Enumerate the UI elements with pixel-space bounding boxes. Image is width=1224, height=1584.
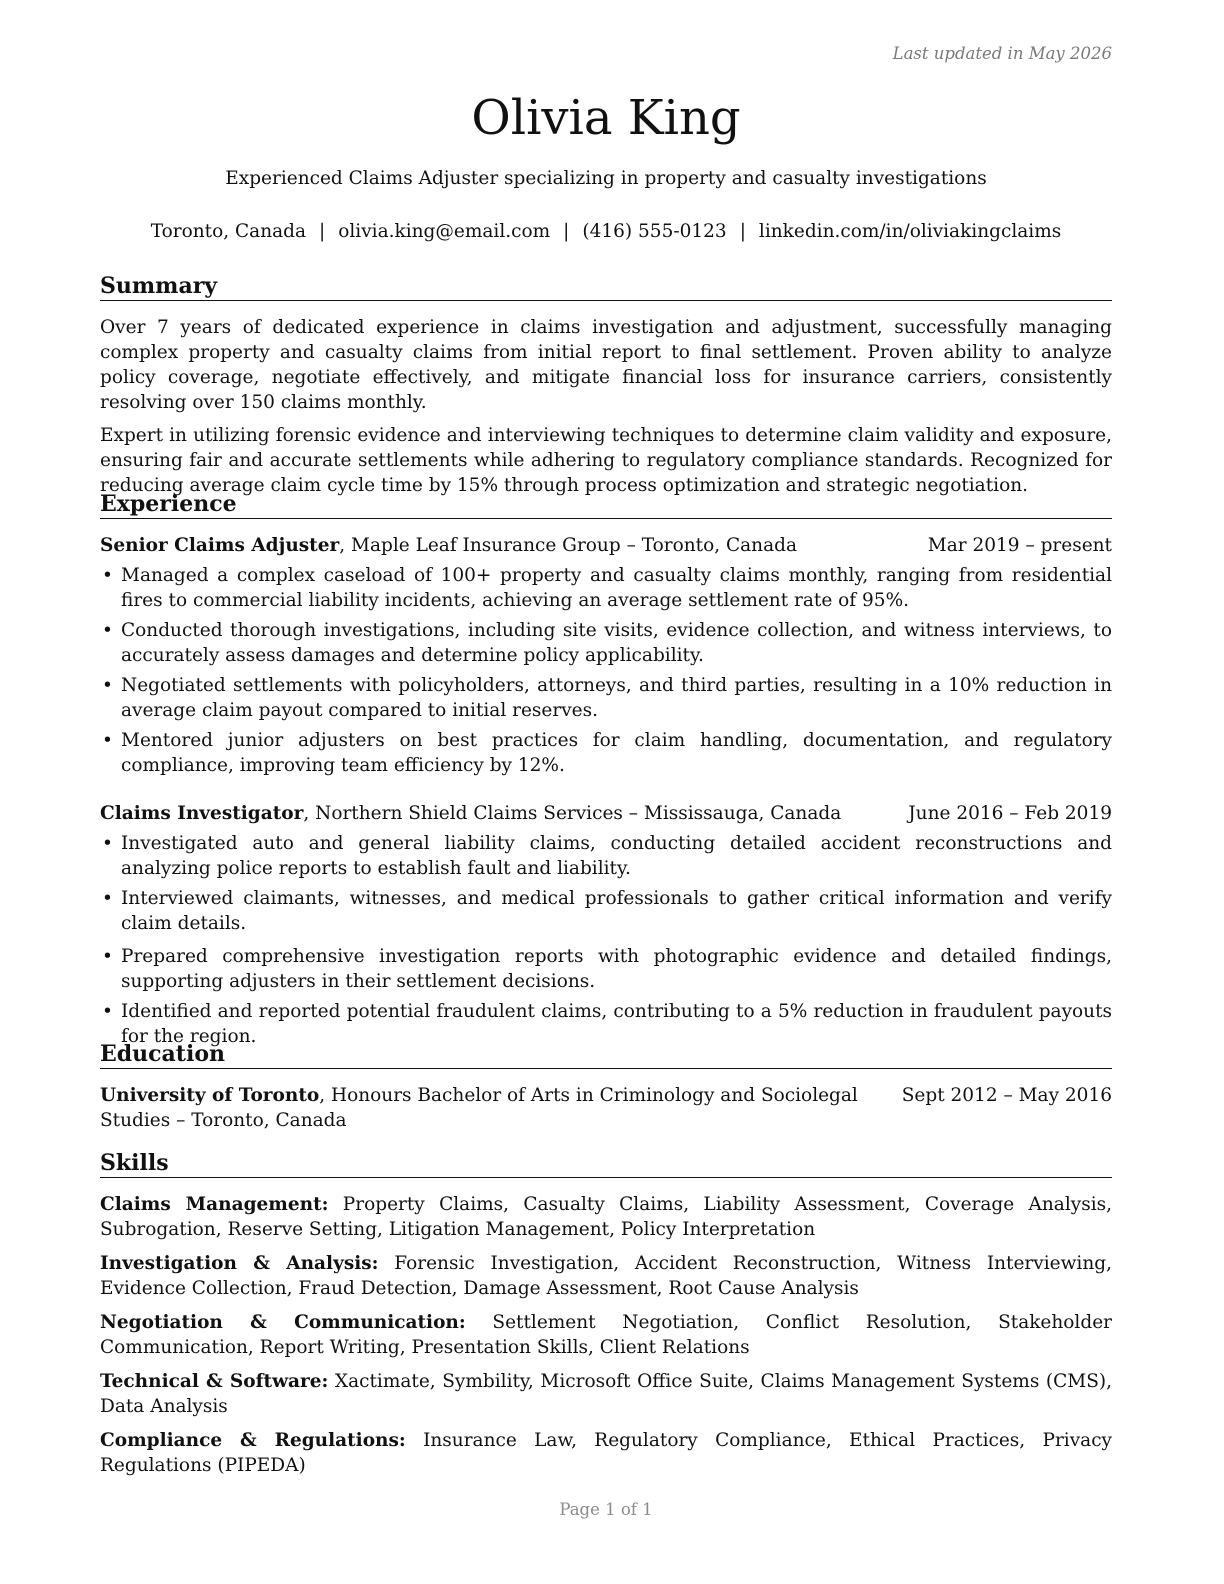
candidate-name: Olivia King [471, 90, 741, 146]
job-bullets [100, 563, 1112, 778]
section-title-experience: Experience [100, 490, 1112, 519]
skill-group-label: Technical & Software: [100, 1371, 329, 1392]
job-bullets [100, 831, 1112, 1049]
contact-linkedin[interactable]: linkedin.com/in/oliviakingclaims [758, 221, 1062, 242]
summary-paragraph: Over 7 years of dedicated experience in claims investigation and adjustment, successfully managing complex property and casualty claims from initial report to final settlement. Proven ability to analyze policy coverage, negotiate effectively, and mitigate financial loss for insurance carriers, consistently resolving over 150 claims monthly. [100, 317, 1112, 413]
section-title-summary: Summary [100, 272, 1112, 301]
job-bullet: • Negotiated settlements with policyholders, attorneys, and third parties, resulting in a 10% reduction in average claim payout compared to initial reserves. [100, 673, 1112, 723]
job-bullet: • Interviewed claimants, witnesses, and medical professionals to gather critical information and verify claim details. [100, 886, 1112, 936]
skill-group-values: Insurance Law, Regulatory Compliance, Ethical Practices, Privacy Regulations (PIPEDA) [100, 1430, 1113, 1476]
section-title-skills: Skills [100, 1149, 1112, 1178]
experience-section [100, 490, 1112, 1049]
skill-group [100, 1428, 1112, 1478]
job-header [100, 533, 1112, 558]
skill-group-values: Settlement Negotiation, Conflict Resolution, Stakeholder Communication, Report Writing, Presentation Skills, Client Relations [100, 1312, 1112, 1358]
job-bullet: • Conducted thorough investigations, including site visits, evidence collection, and witness interviews, to accurately assess damages and determine policy applicability. [100, 618, 1112, 668]
contact-separator: | [739, 221, 746, 242]
education-section [100, 1040, 1112, 1133]
resume-page [100, 0, 1112, 1584]
job-entry [100, 533, 1112, 778]
tagline: Experienced Claims Adjuster specializing in property and casualty investigations [225, 168, 987, 189]
job-organization: , Maple Leaf Insurance Group – Toronto, Canada [339, 535, 797, 556]
contact-separator: | [563, 221, 570, 242]
skill-group [100, 1251, 1112, 1301]
job-bullet: • Prepared comprehensive investigation reports with photographic evidence and detailed findings, supporting adjusters in their settlement decisions. [100, 944, 1112, 994]
job-bullet: • Managed a complex caseload of 100+ property and casualty claims monthly, ranging from residential fires to commercial liability incidents, achieving an average settlement rate of 95%. [100, 563, 1112, 613]
summary-section [100, 272, 1112, 498]
education-dates: Sept 2012 – May 2016 [901, 1085, 1112, 1106]
section-title-education: Education [100, 1040, 1112, 1069]
skill-group-label: Claims Management: [100, 1194, 329, 1215]
job-entry [100, 801, 1112, 1049]
contact-email[interactable]: olivia.king@email.com [338, 221, 551, 242]
skill-group [100, 1192, 1112, 1242]
job-bullet: • Identified and reported potential fraudulent claims, contributing to a 5% reduction in fraudulent payouts for the region. [100, 999, 1112, 1049]
contact-phone: (416) 555-0123 [582, 221, 727, 242]
contact-separator: | [319, 221, 326, 242]
page-number: Page 1 of 1 [559, 1500, 653, 1519]
job-dates: June 2016 – Feb 2019 [908, 803, 1112, 824]
job-header [100, 801, 1112, 826]
job-organization: , Northern Shield Claims Services – Mississauga, Canada [303, 803, 842, 824]
skill-group-values: Property Claims, Casualty Claims, Liability Assessment, Coverage Analysis, Subrogation, Reserve Setting, Litigation Management, Policy Interpretation [100, 1194, 1112, 1240]
education-entry [100, 1083, 1112, 1133]
contact-location: Toronto, Canada [150, 221, 307, 242]
skill-group-label: Investigation & Analysis: [100, 1253, 379, 1274]
job-role: Claims Investigator [100, 803, 304, 824]
skills-section [100, 1149, 1112, 1478]
summary-paragraph: Expert in utilizing forensic evidence and interviewing techniques to determine claim validity and exposure, ensuring fair and accurate settlements while adhering to regulatory compliance standards. Recognized for reducing average claim cycle time by 15% through process optimization and strategic negotiation. [100, 425, 1112, 496]
job-role: Senior Claims Adjuster [100, 535, 340, 556]
job-bullet: • Investigated auto and general liability claims, conducting detailed accident reconstructions and analyzing police reports to establish fault and liability. [100, 831, 1112, 881]
skill-group-label: Compliance & Regulations: [100, 1430, 406, 1451]
skill-group-label: Negotiation & Communication: [100, 1312, 466, 1333]
education-details: , Honours Bachelor of Arts in Criminology and Sociolegal Studies – Toronto, Canada [100, 1085, 858, 1131]
last-updated-note: Last updated in May 2026 [892, 44, 1112, 63]
job-bullet: • Mentored junior adjusters on best practices for claim handling, documentation, and regulatory compliance, improving team efficiency by 12%. [100, 728, 1112, 778]
skill-group-values: Xactimate, Symbility, Microsoft Office Suite, Claims Management Systems (CMS), Data Analysis [100, 1371, 1112, 1417]
skill-group [100, 1369, 1112, 1419]
contact-line [100, 219, 1112, 245]
job-dates: Mar 2019 – present [927, 535, 1112, 556]
skill-group-values: Forensic Investigation, Accident Reconstruction, Witness Interviewing, Evidence Collection, Fraud Detection, Damage Assessment, Root Cause Analysis [100, 1253, 1112, 1299]
skill-group [100, 1310, 1112, 1360]
education-school: University of Toronto [100, 1085, 320, 1106]
